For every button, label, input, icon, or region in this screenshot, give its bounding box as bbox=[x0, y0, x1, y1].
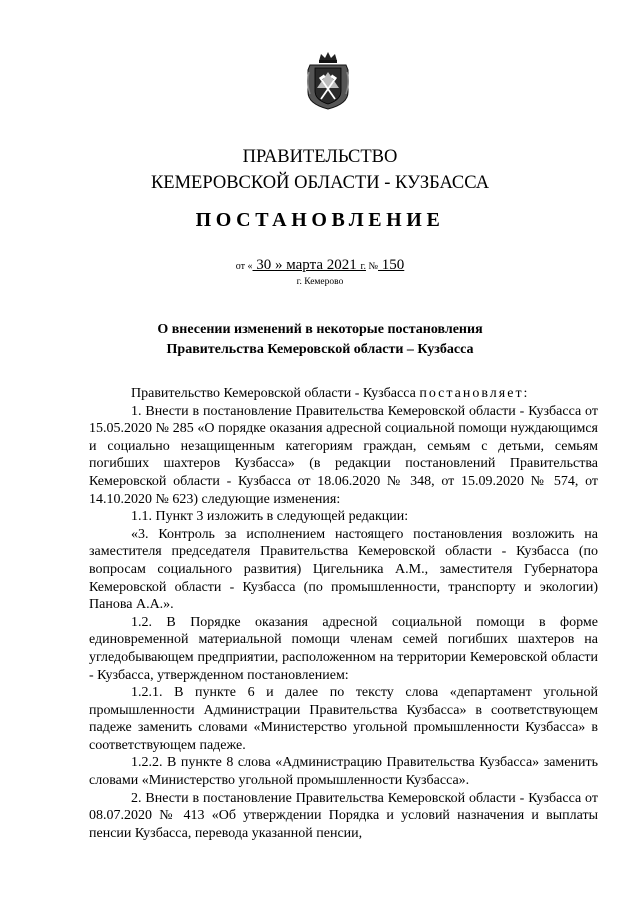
paragraph-1: 1. Внести в постановление Правительства Кемеровской области - Кузбасса от 15.05.2020 № 285 «О порядке оказания адресной социальной помощи нуждающимся и социально незащищенным категориям граждан, семьям с детьми, семьям погибших шахтеров Кузбасса» (в редакции постановлений Правительства Кемеровской области - Кузбасса от 18.06.2020 № 348, от 15.09.2020 № 574, от 14.10.2020 № 623) следующие изменения: bbox=[89, 403, 598, 507]
city: г. Кемерово bbox=[296, 277, 344, 287]
coat-of-arms-icon bbox=[306, 52, 350, 110]
date-prefix: от « bbox=[235, 261, 253, 272]
date-month-year: марта 2021 bbox=[282, 257, 361, 273]
paragraph-1-1-text: «3. Контроль за исполнением настоящего постановления возложить на заместителя председателя Правительства Кемеровской области - Кузбасса (по вопросам социального развития) Цигельника А.М., заместителя Губернатора Кемеровской области - Кузбасса (по промышленности, транспорту и экологии) Панова А.А.». bbox=[89, 526, 598, 613]
document-subject bbox=[0, 320, 640, 360]
date-day: 30 bbox=[252, 257, 275, 273]
number-prefix: № bbox=[368, 261, 379, 272]
intro-lead: Правительство Кемеровской области - Кузбасса bbox=[131, 386, 420, 401]
paragraph-1-2-1: 1.2.1. В пункте 6 и далее по тексту слова «департамент угольной промышленности Администрации Правительства Кузбасса» в соответствующем падеже заменить словами «Министерство угольной промышленности Кузбасса» в соответствующем падеже. bbox=[89, 685, 598, 753]
date-quote-close: » bbox=[274, 257, 283, 273]
date-year-suffix: г. bbox=[360, 261, 366, 272]
intro-verb: постановляет: bbox=[419, 386, 530, 401]
government-title: ПРАВИТЕЛЬСТВО bbox=[242, 147, 398, 167]
subject-line-2: Правительства Кемеровской области – Кузбасса bbox=[166, 342, 474, 357]
paragraph-1-1: 1.1. Пункт 3 изложить в следующей редакции: bbox=[131, 509, 409, 525]
paragraph-1-2: 1.2. В Порядке оказания адресной социальной помощи в форме единовременной материальной помощи членам семей погибших шахтеров на угледобывающем предприятии, расположенном на территории Кемеровской области - Кузбасса, утвержденном постановлением: bbox=[89, 614, 598, 683]
paragraph-2: 2. Внести в постановление Правительства Кемеровской области - Кузбасса от 08.07.2020 № 413 «Об утверждении Порядка и условий назначения и выплаты пенсии Кузбасса, перевода указанной пенсии, bbox=[89, 790, 598, 841]
paragraph-1-2-2: 1.2.2. В пункте 8 слова «Администрацию Правительства Кузбасса» заменить словами «Министерство угольной промышленности Кузбасса». bbox=[89, 755, 598, 789]
date-line bbox=[0, 256, 640, 276]
document-type: ПОСТАНОВЛЕНИЕ bbox=[195, 209, 445, 231]
region-title: КЕМЕРОВСКОЙ ОБЛАСТИ - КУЗБАССА bbox=[150, 173, 490, 193]
intro-paragraph bbox=[89, 385, 598, 403]
subject-line-1: О внесении изменений в некоторые постановления bbox=[157, 322, 483, 337]
document-number: 150 bbox=[378, 257, 405, 273]
document-body bbox=[89, 385, 598, 842]
